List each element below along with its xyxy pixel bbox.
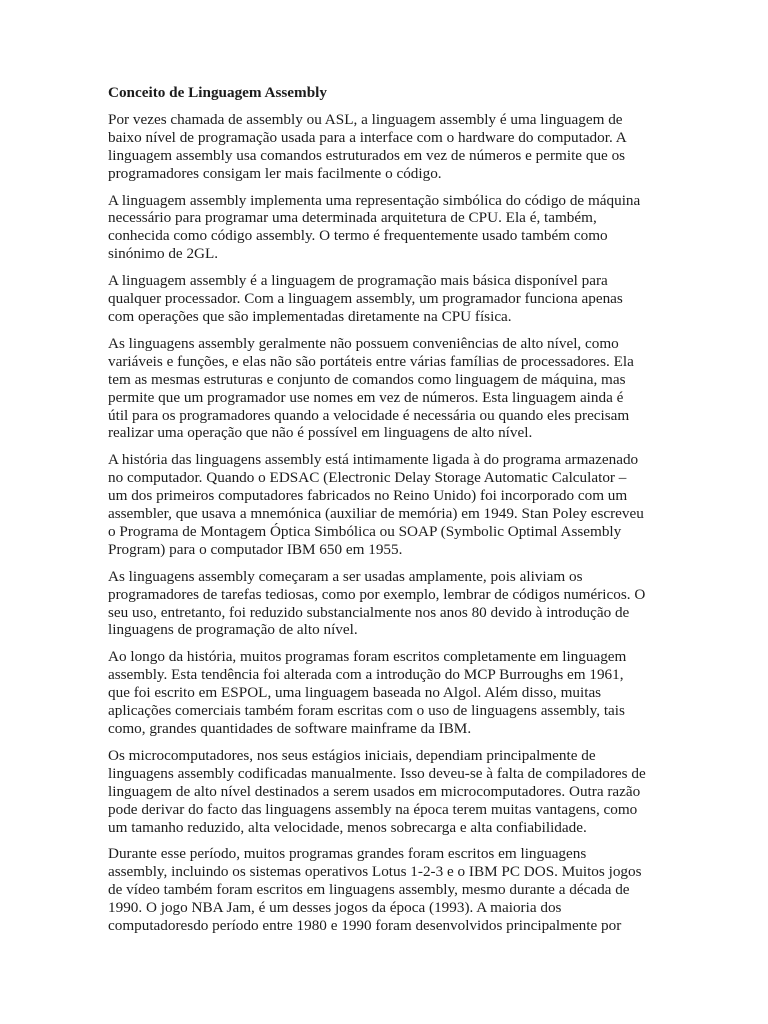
paragraph: [108, 451, 668, 558]
paragraph-line: com operações que são implementadas diretamente na CPU física.: [108, 307, 512, 325]
paragraph-line: qualquer processador. Com a linguagem assembly, um programador funciona apenas: [108, 290, 623, 308]
paragraph: [108, 648, 668, 738]
document-body: [108, 84, 668, 944]
paragraph: [108, 192, 668, 264]
paragraph-line: que foi escrito em ESPOL, uma linguagem baseada no Algol. Além disso, muitas: [108, 684, 602, 702]
paragraph-line: Os microcomputadores, nos seus estágios iniciais, dependiam principalmente de: [108, 746, 596, 764]
paragraph-line: pode derivar do facto das linguagens assembly na época terem muitas vantagens, como: [108, 800, 638, 818]
paragraph-line: A linguagem assembly é a linguagem de programação mais básica disponível para: [108, 272, 608, 290]
paragraph-line: seu uso, entretanto, foi reduzido substancialmente nos anos 80 devido à introdução de: [108, 603, 630, 621]
paragraph: [108, 335, 668, 442]
paragraph-line: As linguagens assembly começaram a ser usadas amplamente, pois aliviam os: [108, 567, 583, 585]
paragraph-line: útil para os programadores quando a velocidade é necessária ou quando eles precisam: [108, 406, 630, 424]
paragraph-line: A linguagem assembly implementa uma representação simbólica do código de máquina: [108, 191, 641, 209]
paragraph-line: assembly, incluindo os sistemas operativos Lotus 1-2-3 e o IBM PC DOS. Muitos jogos: [108, 863, 642, 881]
paragraph-line: permite que um programador use nomes em vez de números. Esta linguagem ainda é: [108, 388, 624, 406]
paragraph-line: linguagem assembly usa comandos estruturados em vez de números e permite que os: [108, 146, 626, 164]
paragraph-line: programadores de tarefas tediosas, como por exemplo, lembrar de códigos numéricos. O: [108, 585, 646, 603]
paragraph-line: A história das linguagens assembly está intimamente ligada à do programa armazenado: [108, 451, 639, 469]
paragraph-line: Ao longo da história, muitos programas foram escritos completamente em linguagem: [108, 648, 627, 666]
paragraph-line: um tamanho reduzido, alta velocidade, menos sobrecarga e alta confiabilidade.: [108, 818, 587, 836]
paragraph: [108, 272, 668, 326]
paragraph-line: um dos primeiros computadores fabricados no Reino Unido) foi incorporado com um: [108, 487, 628, 505]
paragraph-line: realizar uma operação que não é possível em linguagens de alto nível.: [108, 424, 533, 442]
paragraph-line: baixo nível de programação usada para a interface com o hardware do computador. A: [108, 128, 627, 146]
paragraph-line: variáveis e funções, e elas não são portáteis entre várias famílias de processadores. Ela: [108, 352, 634, 370]
paragraph-line: sinónimo de 2GL.: [108, 245, 219, 263]
paragraph-line: aplicações comerciais também foram escritas com o uso de linguagens assembly, tais: [108, 702, 625, 720]
paragraph-line: no computador. Quando o EDSAC (Electronic Delay Storage Automatic Calculator –: [108, 469, 627, 487]
paragraph-line: linguagens assembly codificadas manualmente. Isso deveu-se à falta de compiladores de: [108, 764, 646, 782]
paragraph-line: Por vezes chamada de assembly ou ASL, a linguagem assembly é uma linguagem de: [108, 110, 623, 128]
paragraph-line: assembler, que usava a mnemónica (auxiliar de memória) em 1949. Stan Poley escreveu: [108, 505, 644, 523]
paragraph-line: assembly. Esta tendência foi alterada com a introdução do MCP Burroughs em 1961,: [108, 666, 624, 684]
paragraph: [108, 747, 668, 837]
paragraph: [108, 111, 668, 183]
paragraph-line: linguagem de alto nível destinados a serem usados em microcomputadores. Outra razão: [108, 782, 641, 800]
paragraph-line: tem as mesmas estruturas e conjunto de comandos como linguagem de máquina, mas: [108, 370, 626, 388]
paragraph-line: de vídeo também foram escritos em linguagens assembly, mesmo durante a década de: [108, 881, 630, 899]
paragraph-line: como, grandes quantidades de software mainframe da IBM.: [108, 720, 472, 737]
paragraph-line: 1990. O jogo NBA Jam, é um desses jogos da época (1993). A maioria dos: [108, 899, 562, 917]
paragraph: [108, 845, 668, 935]
paragraph-line: As linguagens assembly geralmente não possuem conveniências de alto nível, como: [108, 334, 619, 352]
paragraph-line: Durante esse período, muitos programas grandes foram escritos em linguagens: [108, 845, 587, 863]
paragraph-line: o Programa de Montagem Óptica Simbólica ou SOAP (Symbolic Optimal Assembly: [108, 522, 622, 540]
document-title: Conceito de Linguagem Assembly: [108, 84, 327, 101]
paragraph-line: Program) para o computador IBM 650 em 1955.: [108, 540, 403, 558]
paragraph-line: linguagens de programação de alto nível.: [108, 621, 358, 639]
paragraph-list: [108, 111, 668, 935]
paragraph-line: programadores consigam ler mais facilmente o código.: [108, 164, 442, 182]
paragraph-line: computadoresdo período entre 1980 e 1990 foram desenvolvidos principalmente por: [108, 917, 622, 935]
paragraph-line: conhecida como código assembly. O termo é frequentemente usado também como: [108, 227, 608, 245]
paragraph: [108, 568, 668, 640]
paragraph-line: necessário para programar uma determinada arquitetura de CPU. Ela é, também,: [108, 209, 597, 227]
